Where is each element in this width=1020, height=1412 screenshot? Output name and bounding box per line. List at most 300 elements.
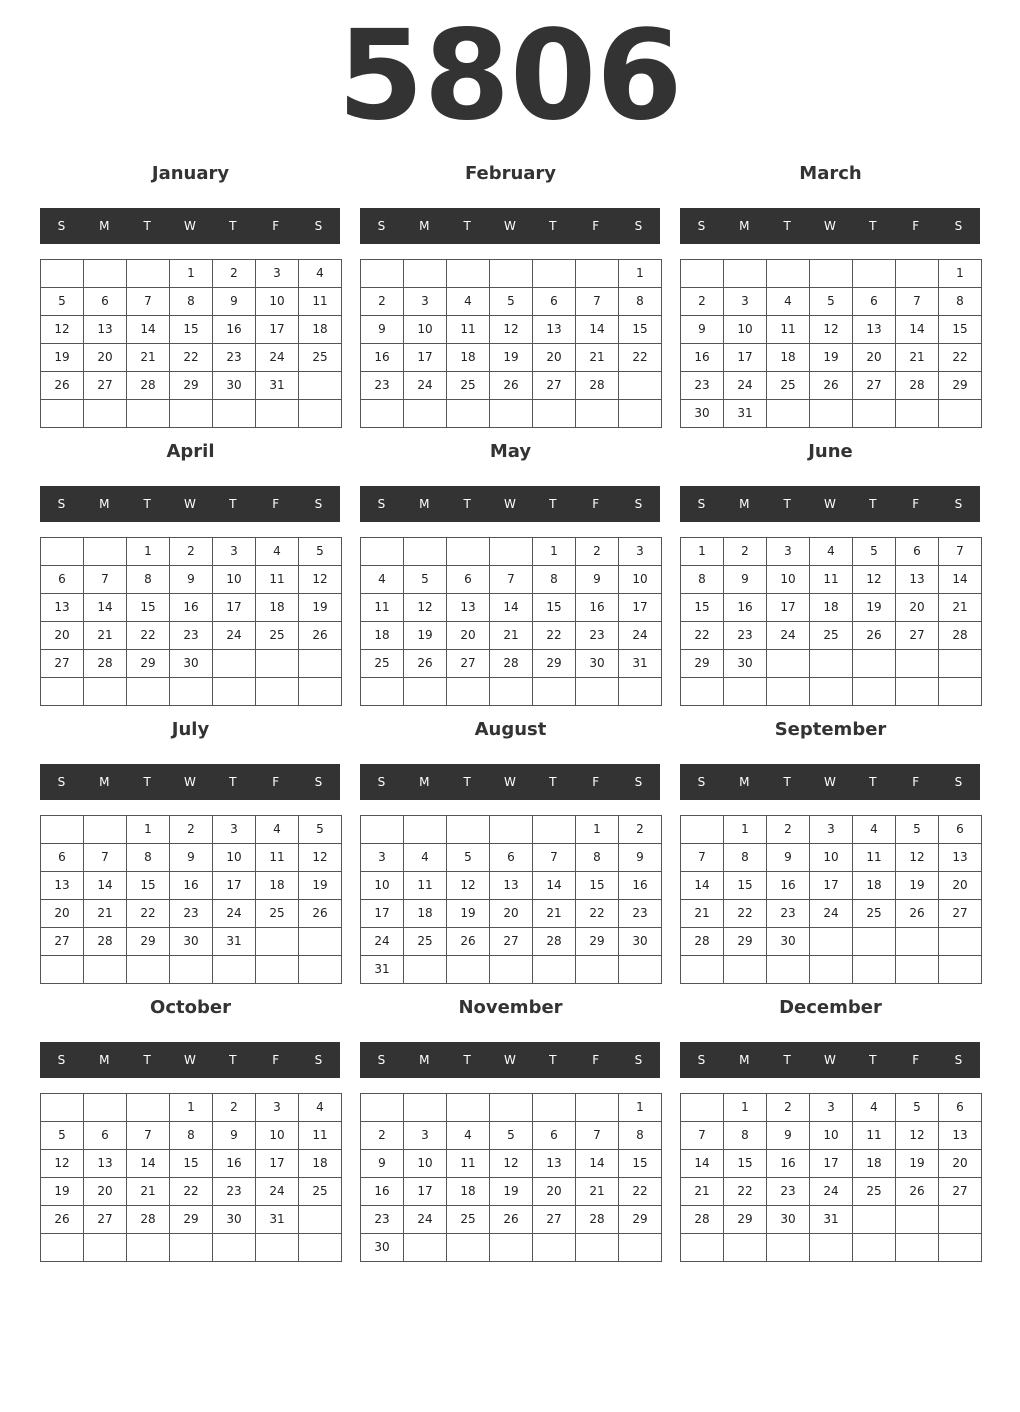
day-cell: 20 <box>853 344 896 372</box>
day-cell: 20 <box>447 622 490 650</box>
day-cell: 9 <box>170 566 213 594</box>
day-cell: 11 <box>361 594 404 622</box>
weekday-label: M <box>739 219 750 233</box>
day-cell: 27 <box>490 928 533 956</box>
day-cell: 16 <box>724 594 767 622</box>
day-cell: 22 <box>576 900 619 928</box>
weekday-label: T <box>869 1053 877 1067</box>
day-cell <box>490 260 533 288</box>
week-row <box>361 1094 662 1122</box>
day-cell <box>939 928 982 956</box>
day-cell <box>533 400 576 428</box>
day-cell: 24 <box>619 622 662 650</box>
day-cell: 28 <box>127 372 170 400</box>
day-cell <box>84 816 127 844</box>
week-row <box>361 622 662 650</box>
day-cell: 14 <box>127 316 170 344</box>
day-grid <box>40 259 342 428</box>
weekday-label: T <box>143 1053 151 1067</box>
weekday-label: S <box>697 497 706 511</box>
day-cell <box>213 1234 256 1262</box>
day-cell: 29 <box>576 928 619 956</box>
day-cell: 4 <box>447 288 490 316</box>
weekday-header <box>40 486 340 522</box>
day-cell: 30 <box>576 650 619 678</box>
weekday-label: T <box>463 1053 471 1067</box>
day-cell: 6 <box>41 844 84 872</box>
day-cell <box>490 1094 533 1122</box>
weekday-header <box>360 764 660 800</box>
day-cell <box>41 538 84 566</box>
day-cell: 8 <box>576 844 619 872</box>
day-cell <box>84 1094 127 1122</box>
day-cell <box>724 678 767 706</box>
day-cell: 26 <box>490 1206 533 1234</box>
month-name: August <box>474 719 547 740</box>
day-cell: 22 <box>939 344 982 372</box>
day-cell: 21 <box>896 344 939 372</box>
day-cell <box>619 956 662 984</box>
week-row <box>681 344 982 372</box>
day-cell: 27 <box>533 372 576 400</box>
day-cell <box>576 1094 619 1122</box>
day-cell <box>490 956 533 984</box>
weekday-label: T <box>143 775 151 789</box>
day-cell: 26 <box>41 372 84 400</box>
day-cell: 10 <box>213 566 256 594</box>
day-cell <box>490 816 533 844</box>
day-cell: 4 <box>767 288 810 316</box>
day-cell: 8 <box>619 1122 662 1150</box>
day-cell <box>256 956 299 984</box>
day-cell <box>533 956 576 984</box>
day-cell: 26 <box>896 900 939 928</box>
day-cell: 23 <box>767 1178 810 1206</box>
day-cell: 9 <box>361 1150 404 1178</box>
day-cell <box>256 400 299 428</box>
day-cell: 4 <box>810 538 853 566</box>
day-cell: 13 <box>939 1122 982 1150</box>
weekday-label: M <box>739 1053 750 1067</box>
day-cell: 18 <box>299 1150 342 1178</box>
weekday-label: M <box>419 1053 430 1067</box>
day-cell: 16 <box>170 594 213 622</box>
day-cell: 25 <box>404 928 447 956</box>
day-cell: 24 <box>256 1178 299 1206</box>
day-cell <box>404 538 447 566</box>
weekday-label: M <box>99 775 110 789</box>
day-cell: 28 <box>84 650 127 678</box>
day-cell <box>361 538 404 566</box>
day-cell <box>404 956 447 984</box>
day-cell <box>896 1206 939 1234</box>
day-cell: 14 <box>84 872 127 900</box>
day-cell: 15 <box>170 1150 213 1178</box>
day-cell: 26 <box>896 1178 939 1206</box>
day-cell <box>41 678 84 706</box>
weekday-label: W <box>824 219 836 233</box>
day-cell <box>533 1094 576 1122</box>
week-row <box>361 566 662 594</box>
day-cell: 27 <box>84 1206 127 1234</box>
day-cell: 20 <box>490 900 533 928</box>
day-cell: 9 <box>767 844 810 872</box>
day-cell <box>810 928 853 956</box>
day-cell: 5 <box>896 1094 939 1122</box>
weekday-label: F <box>592 219 600 233</box>
day-grid <box>360 1093 662 1262</box>
day-cell: 21 <box>576 344 619 372</box>
day-cell: 25 <box>299 1178 342 1206</box>
day-cell: 16 <box>170 872 213 900</box>
week-row <box>681 900 982 928</box>
week-row <box>681 678 982 706</box>
day-cell <box>41 1234 84 1262</box>
day-cell: 20 <box>533 1178 576 1206</box>
day-cell: 15 <box>619 1150 662 1178</box>
day-cell: 3 <box>767 538 810 566</box>
day-cell <box>681 1094 724 1122</box>
day-cell: 10 <box>767 566 810 594</box>
day-cell: 18 <box>299 316 342 344</box>
week-row <box>41 844 342 872</box>
weekday-label: S <box>377 497 386 511</box>
day-cell: 6 <box>896 538 939 566</box>
week-row <box>361 1178 662 1206</box>
day-cell: 1 <box>619 1094 662 1122</box>
day-cell: 28 <box>896 372 939 400</box>
day-cell: 11 <box>447 316 490 344</box>
day-cell <box>41 1094 84 1122</box>
day-cell <box>853 928 896 956</box>
day-cell: 9 <box>619 844 662 872</box>
day-cell: 8 <box>127 566 170 594</box>
day-cell: 1 <box>939 260 982 288</box>
day-cell: 29 <box>533 650 576 678</box>
day-cell: 12 <box>41 1150 84 1178</box>
day-cell: 22 <box>681 622 724 650</box>
day-cell <box>810 260 853 288</box>
day-cell: 17 <box>724 344 767 372</box>
weekday-label: T <box>783 497 791 511</box>
week-row <box>361 1234 662 1262</box>
week-row <box>41 1206 342 1234</box>
day-cell: 6 <box>490 844 533 872</box>
day-cell: 6 <box>84 1122 127 1150</box>
weekday-label: W <box>184 775 196 789</box>
day-cell <box>361 260 404 288</box>
day-cell: 7 <box>533 844 576 872</box>
day-cell: 24 <box>810 1178 853 1206</box>
day-cell <box>810 650 853 678</box>
day-cell: 13 <box>84 316 127 344</box>
day-cell: 21 <box>681 900 724 928</box>
day-cell <box>896 400 939 428</box>
day-cell: 1 <box>724 1094 767 1122</box>
day-cell <box>576 260 619 288</box>
day-cell: 6 <box>853 288 896 316</box>
day-cell: 18 <box>853 872 896 900</box>
weekday-label: M <box>419 219 430 233</box>
day-cell <box>853 956 896 984</box>
week-row <box>681 594 982 622</box>
day-cell: 30 <box>767 928 810 956</box>
day-cell <box>404 816 447 844</box>
day-cell: 12 <box>404 594 447 622</box>
day-cell: 13 <box>84 1150 127 1178</box>
day-cell: 23 <box>681 372 724 400</box>
day-cell <box>361 678 404 706</box>
day-cell: 12 <box>853 566 896 594</box>
day-cell <box>767 400 810 428</box>
day-cell: 20 <box>939 872 982 900</box>
week-row <box>41 622 342 650</box>
day-cell <box>619 372 662 400</box>
day-cell: 25 <box>853 900 896 928</box>
day-cell: 14 <box>939 566 982 594</box>
day-cell <box>170 678 213 706</box>
week-row <box>681 260 982 288</box>
day-cell: 9 <box>724 566 767 594</box>
day-cell <box>404 1094 447 1122</box>
weekday-label: F <box>912 775 920 789</box>
weekday-label: S <box>314 1053 323 1067</box>
weekday-label: F <box>592 497 600 511</box>
day-cell: 25 <box>810 622 853 650</box>
day-cell: 30 <box>767 1206 810 1234</box>
day-cell: 23 <box>576 622 619 650</box>
weekday-label: W <box>824 1053 836 1067</box>
day-cell <box>299 678 342 706</box>
day-cell: 13 <box>853 316 896 344</box>
day-cell: 17 <box>619 594 662 622</box>
day-cell: 14 <box>533 872 576 900</box>
day-cell <box>490 400 533 428</box>
day-cell: 13 <box>533 1150 576 1178</box>
day-cell: 9 <box>361 316 404 344</box>
day-cell: 28 <box>576 372 619 400</box>
day-cell: 7 <box>576 1122 619 1150</box>
week-row <box>681 566 982 594</box>
week-row <box>41 316 342 344</box>
day-cell: 13 <box>939 844 982 872</box>
week-row <box>361 400 662 428</box>
day-cell: 19 <box>853 594 896 622</box>
day-cell <box>447 678 490 706</box>
weekday-label: T <box>463 497 471 511</box>
day-cell: 12 <box>896 844 939 872</box>
weekday-label: T <box>463 219 471 233</box>
day-cell: 27 <box>896 622 939 650</box>
day-grid <box>680 1093 982 1262</box>
day-cell <box>619 400 662 428</box>
day-cell: 14 <box>84 594 127 622</box>
day-cell: 8 <box>127 844 170 872</box>
day-cell: 12 <box>896 1122 939 1150</box>
weekday-label: S <box>57 1053 66 1067</box>
day-cell: 8 <box>170 1122 213 1150</box>
day-cell <box>41 816 84 844</box>
day-cell: 19 <box>404 622 447 650</box>
day-cell: 23 <box>619 900 662 928</box>
day-cell: 1 <box>576 816 619 844</box>
day-cell: 23 <box>724 622 767 650</box>
month-name: April <box>166 441 215 462</box>
day-cell: 28 <box>681 928 724 956</box>
weekday-label: S <box>57 497 66 511</box>
day-cell: 8 <box>724 1122 767 1150</box>
day-cell: 21 <box>681 1178 724 1206</box>
day-cell <box>767 678 810 706</box>
day-cell <box>127 1094 170 1122</box>
day-cell: 19 <box>490 344 533 372</box>
day-cell <box>810 678 853 706</box>
day-cell: 24 <box>256 344 299 372</box>
weekday-label: T <box>783 219 791 233</box>
week-row <box>681 650 982 678</box>
day-cell: 26 <box>404 650 447 678</box>
day-grid <box>680 259 982 428</box>
day-cell: 16 <box>361 344 404 372</box>
day-cell: 30 <box>170 928 213 956</box>
day-cell: 3 <box>810 816 853 844</box>
day-cell: 16 <box>767 1150 810 1178</box>
weekday-label: W <box>184 497 196 511</box>
weekday-header <box>40 764 340 800</box>
day-cell: 4 <box>256 816 299 844</box>
day-cell <box>681 956 724 984</box>
day-cell: 14 <box>681 1150 724 1178</box>
weekday-label: S <box>634 497 643 511</box>
weekday-label: F <box>272 497 280 511</box>
day-cell: 18 <box>810 594 853 622</box>
day-cell: 14 <box>490 594 533 622</box>
day-cell: 2 <box>767 1094 810 1122</box>
month-name: March <box>799 163 862 184</box>
week-row <box>41 566 342 594</box>
day-cell: 16 <box>361 1178 404 1206</box>
day-cell <box>447 538 490 566</box>
week-row <box>361 288 662 316</box>
day-cell: 9 <box>767 1122 810 1150</box>
day-cell: 5 <box>447 844 490 872</box>
day-cell <box>939 400 982 428</box>
day-cell: 29 <box>170 1206 213 1234</box>
day-cell: 3 <box>256 260 299 288</box>
day-cell <box>299 400 342 428</box>
day-cell: 18 <box>447 344 490 372</box>
day-cell: 17 <box>404 1178 447 1206</box>
week-row <box>41 1094 342 1122</box>
week-row <box>41 900 342 928</box>
day-cell: 9 <box>213 1122 256 1150</box>
day-cell: 22 <box>127 900 170 928</box>
week-row <box>361 678 662 706</box>
week-row <box>41 1178 342 1206</box>
day-cell: 7 <box>896 288 939 316</box>
weekday-label: F <box>912 1053 920 1067</box>
day-cell <box>939 678 982 706</box>
day-cell: 18 <box>767 344 810 372</box>
day-cell: 6 <box>533 288 576 316</box>
day-grid <box>680 815 982 984</box>
day-cell: 22 <box>724 1178 767 1206</box>
day-cell <box>853 650 896 678</box>
day-cell: 7 <box>84 844 127 872</box>
day-cell <box>767 956 810 984</box>
day-cell <box>896 928 939 956</box>
day-cell: 19 <box>299 872 342 900</box>
month-name: May <box>489 441 532 462</box>
day-cell: 26 <box>490 372 533 400</box>
day-cell <box>576 1234 619 1262</box>
day-cell: 4 <box>299 260 342 288</box>
month-name: June <box>808 441 853 462</box>
month-name: July <box>171 719 210 740</box>
day-cell <box>447 816 490 844</box>
day-cell <box>84 538 127 566</box>
day-cell <box>361 816 404 844</box>
day-cell: 29 <box>939 372 982 400</box>
day-cell: 10 <box>810 844 853 872</box>
day-cell: 5 <box>41 288 84 316</box>
day-cell: 19 <box>490 1178 533 1206</box>
day-cell: 2 <box>170 538 213 566</box>
day-cell: 15 <box>724 872 767 900</box>
day-cell: 19 <box>41 1178 84 1206</box>
day-cell: 2 <box>619 816 662 844</box>
day-cell <box>170 400 213 428</box>
day-cell: 29 <box>681 650 724 678</box>
week-row <box>681 538 982 566</box>
day-cell: 19 <box>41 344 84 372</box>
weekday-label: S <box>954 497 963 511</box>
day-cell <box>681 260 724 288</box>
day-cell <box>576 400 619 428</box>
day-cell: 13 <box>41 594 84 622</box>
weekday-label: M <box>99 219 110 233</box>
year-title: 5806 <box>337 4 683 148</box>
day-cell: 26 <box>299 900 342 928</box>
week-row <box>361 260 662 288</box>
day-cell: 17 <box>404 344 447 372</box>
day-cell: 27 <box>41 928 84 956</box>
day-grid <box>360 259 662 428</box>
weekday-label: F <box>592 775 600 789</box>
day-cell: 15 <box>127 594 170 622</box>
weekday-label: S <box>377 1053 386 1067</box>
day-cell: 1 <box>170 260 213 288</box>
week-row <box>41 594 342 622</box>
day-cell <box>767 650 810 678</box>
weekday-label: F <box>272 775 280 789</box>
week-row <box>681 844 982 872</box>
day-cell: 29 <box>127 928 170 956</box>
weekday-label: W <box>504 497 516 511</box>
day-cell <box>810 400 853 428</box>
week-row <box>361 372 662 400</box>
day-cell <box>447 1094 490 1122</box>
day-cell <box>213 650 256 678</box>
week-row <box>41 372 342 400</box>
day-cell <box>41 400 84 428</box>
week-row <box>681 622 982 650</box>
day-cell: 25 <box>767 372 810 400</box>
day-cell: 1 <box>127 538 170 566</box>
week-row <box>361 844 662 872</box>
day-cell: 22 <box>619 1178 662 1206</box>
day-cell: 17 <box>810 872 853 900</box>
